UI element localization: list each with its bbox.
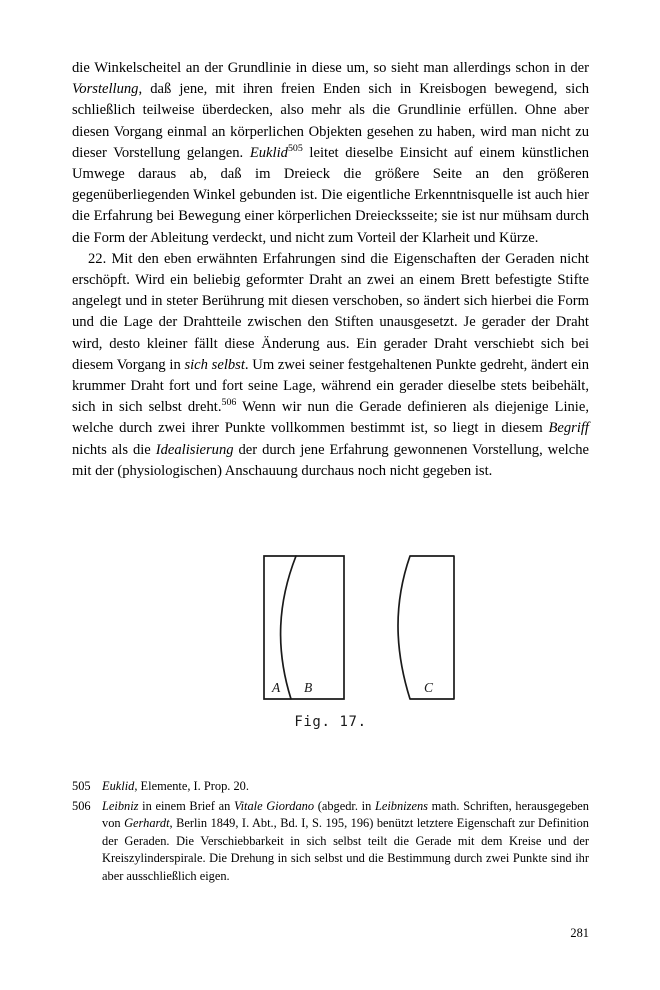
footnote-506 [72,798,589,886]
emphasis-text: Idealisierung [155,441,234,458]
emphasis-text: Euklid [102,779,135,793]
figure-svg [72,540,589,712]
page-body-text [72,58,589,482]
emphasis-text: Vitale Giordano [233,798,315,813]
footnote-reference: 505 [287,142,303,154]
emphasis-text: Leibnizens [374,798,428,813]
emphasis-text: Begriff [548,420,589,437]
emphasis-text: Euklid [249,144,288,161]
figure-label-c: C [424,680,434,695]
figure-artwork [72,540,589,712]
footnote-text: Euklid, Elemente, I. Prop. 20. [102,779,249,793]
emphasis-text: Gerhardt [124,816,170,831]
footnote-section [72,778,589,888]
left-rectangle [264,556,344,699]
footnote-reference: 506 [221,397,237,409]
figure-label-b: B [304,680,313,695]
paragraph-section-22: 22. Mit den eben erwähnten Erfahrungen sind die Eigenschaften der Geraden nicht erschöpft. Wird ein beliebig geformter Draht an zwei an einem Brett befestigte Stifte angelegt und in steter Berührung mit diesen verschoben, so ändert sich hierbei die Form und die Lage der Drahtteile zwischen den Stiften unausgesetzt. Je gerader der Draht wird, desto kleiner fällt diese Änderung aus. Ein gerader Draht verschiebt sich bei diesem Vorgang in sich selbst. Um zwei seiner festgehaltenen Punkte gedreht, ändert ein krummer Draht fort und fort seine Lage, während ein gerader dieselbe stets beibehält, sich in sich selbst dreht.$^{506}$ Wenn wir nun die Gerade definieren als diejenige Linie, welche durch zwei ihrer Punkte vollkommen bestimmt ist, so liegt in diesem Begriff nichts als die Idealisierung der durch jene Erfahrung gewonnenen Vorstellung, welche mit der (physiologischen) Anschauung durchaus noch nicht gegeben ist. [72,250,589,479]
right-curved-rectangle [398,556,454,699]
page-number: 281 [570,926,589,940]
footnote-505 [72,778,589,796]
emphasis-text: Vorstellung [72,81,139,98]
footnote-text: Leibniz in einem Brief an Vitale Giordano (abgedr. in Leibnizens math. Schriften, herausgegeben von Gerhardt, Berlin 1849, I. Abt., Bd. I, S. 195, 196) benützt letztere Eigenschaft zur Definition der Geraden. Die Verschiebbarkeit in sich selbst teilt die Gerade mit dem Kreise und der Kreiszylinderspirale. Die Drehung in sich selbst und die Bestimmung durch zwei Punkte sind ihr aber ausschließlich eigen. [102,798,589,883]
paragraph-continuation: die Winkelscheitel an der Grundlinie in diese um, so sieht man allerdings schon in der Vorstellung, daß jene, mit ihren freien Enden sich in Kreisbogen bewegend, sich schließlich teilweise überdecken, also mehr als die Grundlinie erfüllen. Ohne aber diesen Vorgang einmal an körperlichen Objekten gesehen zu haben, wird man nicht zu dieser Vorstellung gelangen. Euklid$^{505}$ leitet dieselbe Einsicht auf einem künstlichen Umwege daraus ab, daß im Dreieck die größere Seite an den größeren gegenüberliegenden Winkel gebunden ist. Die eigentliche Erkenntnisquelle ist auch hier die Erfahrung bei Bewegung einer körperlichen Dreiecksseite; sie ist nur mühsam durch die Form der Ableitung verdeckt, und nicht zum Vorteil der Klarheit und Kürze. [72,60,589,246]
figure-label-a: A [272,680,281,695]
emphasis-text: Leibniz [102,798,139,813]
emphasis-text: sich selbst [184,356,245,373]
curved-line-ab [281,556,296,699]
footnote-number: 506 [72,798,91,813]
figure-caption: Fig. 17. [294,714,367,730]
footnote-number: 505 [72,779,91,793]
figure-17 [72,540,589,730]
